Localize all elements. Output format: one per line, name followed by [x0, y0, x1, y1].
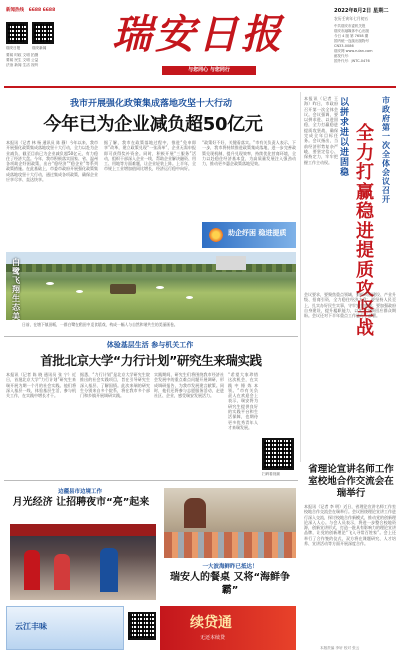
ad-left	[6, 606, 124, 650]
info-line: 瑞安网 www.ruian.com	[334, 49, 373, 53]
ad-banner-text: 助企纾困 稳进提质	[228, 229, 287, 237]
nav-line: 要闻 民生 文明 公益	[6, 58, 39, 62]
lower-right-headline: 省理论宣讲名师工作室校地合作交流会在瑞举行	[308, 464, 394, 499]
night-market-photo	[10, 524, 156, 600]
info-line: 国内统一连续出版物号	[334, 39, 369, 43]
right-headline: 全力打赢稳进提质攻坚战	[356, 123, 374, 339]
seafood-kicker: 一大波海鲜昨已抵达！	[202, 564, 258, 570]
night-headline: 月光经济 让招聘夜市“亮”起来	[12, 497, 150, 508]
info-line: 中共瑞安市委机关报	[334, 24, 366, 28]
section-divider	[4, 480, 298, 481]
masthead	[0, 0, 400, 84]
right-kicker-2: 以拼求进 以进固稳	[340, 98, 350, 178]
egret	[156, 286, 164, 289]
slogan-bar	[162, 66, 256, 75]
second-column-3: 实践期间，研究生们将围绕我市经济社会发展中的重点难点问题开展调研，形成调研报告，为我市发展建言献策。同时，他们还将参与志愿服务活动，走进社区、企业，感受瑞安发展活力。	[154, 372, 224, 399]
seafood-photo	[164, 488, 296, 558]
issue-info	[334, 7, 396, 64]
qr-caption-2: 瑞安新闻	[32, 46, 47, 50]
ad-qr-code	[128, 612, 156, 640]
newspaper-logo: 瑞安日报	[112, 11, 284, 58]
right-column-body-1: 本报讯（记者 王 海）昨日，市政府召开第一次全体会议。会议强调，要以拼求进、以进固稳，全力打赢稳进提质攻坚战，确保完成全年目标任务。会议指出，当前经济形势复杂严峻，要坚定信心、保持定力，牢牢把握工作主动权。	[304, 96, 338, 165]
lead-headline: 今年已为企业减负超50亿元	[43, 114, 263, 135]
person	[100, 548, 118, 592]
egret	[46, 282, 54, 285]
info-line: 今日 4 版 第 7658 期	[334, 34, 369, 38]
night-kicker: 边疆县市边境工作	[57, 489, 102, 495]
egret	[76, 290, 83, 293]
second-column-4: “希望大家珍惜这次机会，在实践中锤炼本领。”市有关负责人在欢迎会上表示，瑞安将为研究生提供良好的实践平台和生活保障，也期待更多优秀青年人才来瑞发展。	[228, 372, 258, 430]
egret-photo	[6, 252, 296, 320]
qr-code-1	[6, 22, 28, 44]
seafood-headline: 瑞安人的餐桌 又将“海鲜争霸”	[169, 572, 291, 596]
ad-banner	[202, 222, 296, 248]
info-line: 邮发代号：	[334, 54, 352, 58]
lead-column-3: “政策好不好，关键看落实。”市有关负责人表示，下一步，我市将持续推进政策集成落地，进一步完善政策兑现机制，提升兑现效率，持续优化营商环境，全力以赴稳住经济基本盘，为高质量发展注入强劲动力，推动更多惠企政策落地见效。	[202, 140, 296, 167]
slogan: 与您同心 与您同行	[188, 67, 230, 73]
second-column-2: 据悉，“力行计划”是北京大学研究生院推出的社会实践项目，旨在引导研究生深入基层、了解国情。此次来瑞的研究生分别来自多个院系，将在我市多个部门和乡镇开展调研实践。	[80, 372, 150, 399]
section-divider	[4, 336, 298, 337]
right-kicker: 市政府第一次全体会议召开	[382, 96, 390, 204]
info-line: 国外代号：JNTC-0476	[334, 59, 370, 63]
qr-code-2	[32, 22, 54, 44]
masthead-divider	[4, 86, 396, 88]
egret	[186, 296, 193, 299]
person	[24, 550, 40, 590]
ad-right	[160, 606, 296, 650]
video-qr-code	[262, 438, 294, 470]
second-kicker: 体验基层生活 参与机关工作	[106, 341, 194, 349]
lower-right-body: 本报讯（记者 李 明）近日，省理论宣讲名师工作室校地合作交流会在瑞举行。会议围绕理论宣讲工作进行深入交流，探讨校地合作新模式，推动党的创新理论深入人心。与会人员表示，将进一步整合校地资源，创新宣讲形式，打造一批具有影响力的理论宣讲品牌，让党的创新理论“飞入寻常百姓家”。会上还举行了合作签约仪式，双方将在课题研究、人才培养、宣讲活动等方面开展深度合作。	[304, 504, 396, 547]
second-column-1: 本报讯（记者 陈 晓 通讯员 张 宁）近日，首批北京大学“力行计划”研究生来瑞开展为期一个月的社会实践。他们将深入基层一线，体验基层生活，参与机关工作，在实践中增长才干。	[6, 372, 76, 399]
ad-right-subtext: 无还本续贷	[200, 635, 226, 641]
tree-line	[6, 264, 296, 272]
ad-left-text: 云江丰味	[15, 622, 47, 631]
photo-vertical-caption: 白鹭飞翔 生态美	[12, 258, 20, 320]
lunar-date: 农历壬寅年七月初五	[334, 16, 369, 21]
right-column-body-2: 会议要求，要聚焦重点领域，狠抓项目建设、产业升级、招商引资，全力稳住经济大盘；要坚持人民至上，扎实办好民生实事，守牢安全底线；要加强政府自身建设，提升履职能力，以实干实绩回应群众期盼。会议还对下半年重点工作进行了部署。	[304, 292, 396, 319]
right-column-divider	[300, 92, 301, 462]
seafood-tray	[164, 532, 296, 558]
nav-line: 要闻 时政 文明 拍摄	[6, 53, 39, 57]
masthead-nav	[6, 53, 38, 68]
page-footer: 本版责编 李轩 校对 张云	[320, 646, 360, 650]
lead-column-2: 据了解，我市在政策落地过程中，推进“免申即享”改革，建立政策兑现“一张清单”，企业无需申报即可获得奖补资金。同时，积极开展“三服务”活动，组织干部深入企业一线，帮助企业解决融资、用工、用地等方面难题，让企业轻装上阵。上半年，全市规上工业增加值同比增长，经济运行稳中向好。	[104, 140, 196, 172]
lead-kicker: 我市开展强化政策集成落地攻坚十大行动	[69, 99, 232, 109]
video-qr-caption: 扫码看视频	[262, 472, 280, 476]
issue-details	[334, 24, 396, 64]
info-line: 瑞安市融媒体中心出版	[334, 29, 369, 33]
person	[54, 554, 70, 590]
qr-caption-1: 瑞安日报	[6, 46, 21, 50]
second-headline: 首批北京大学“力行计划”研究生来瑞实践	[40, 353, 262, 368]
ad-right-text: 续贷通	[190, 615, 232, 631]
info-line: CN33-0086	[334, 44, 354, 48]
nav-line: 法治 新闻 生活 视听	[6, 63, 39, 67]
tractor	[110, 284, 136, 294]
ad-banner-flower-icon	[208, 227, 224, 243]
issue-date: 2022年8月2日 星期二	[334, 8, 389, 14]
hotline-label: 新闻热线	[6, 8, 24, 13]
photo-caption: 日前，在塘下镇田畈，一群白鹭在稻田中觅食嬉戏，构成一幅人与自然和谐共生的美丽画卷。	[22, 322, 178, 327]
hotline-number: 6688 6688	[28, 8, 56, 13]
banner	[10, 524, 156, 536]
lead-column-1: 本报讯（记者 林 杨 通讯员 陈 静）今年以来，我市开展强化政策集成落地攻坚十大行动，全力以赴为企业减负，截至目前已为企业减负超50亿元，有力稳住了经济大盘。今年，我市积极落实国家、省、温州各项助企纾困政策，出台“稳经济”“稳企业”等系列政策措施。在此基础上，市委市政府开展强化政策集成落地攻坚十大行动，通过集成各项政策，确保企业应享尽享、直达快享。	[6, 140, 98, 183]
building	[216, 256, 246, 270]
hotline	[6, 7, 55, 13]
vendor	[184, 498, 206, 528]
